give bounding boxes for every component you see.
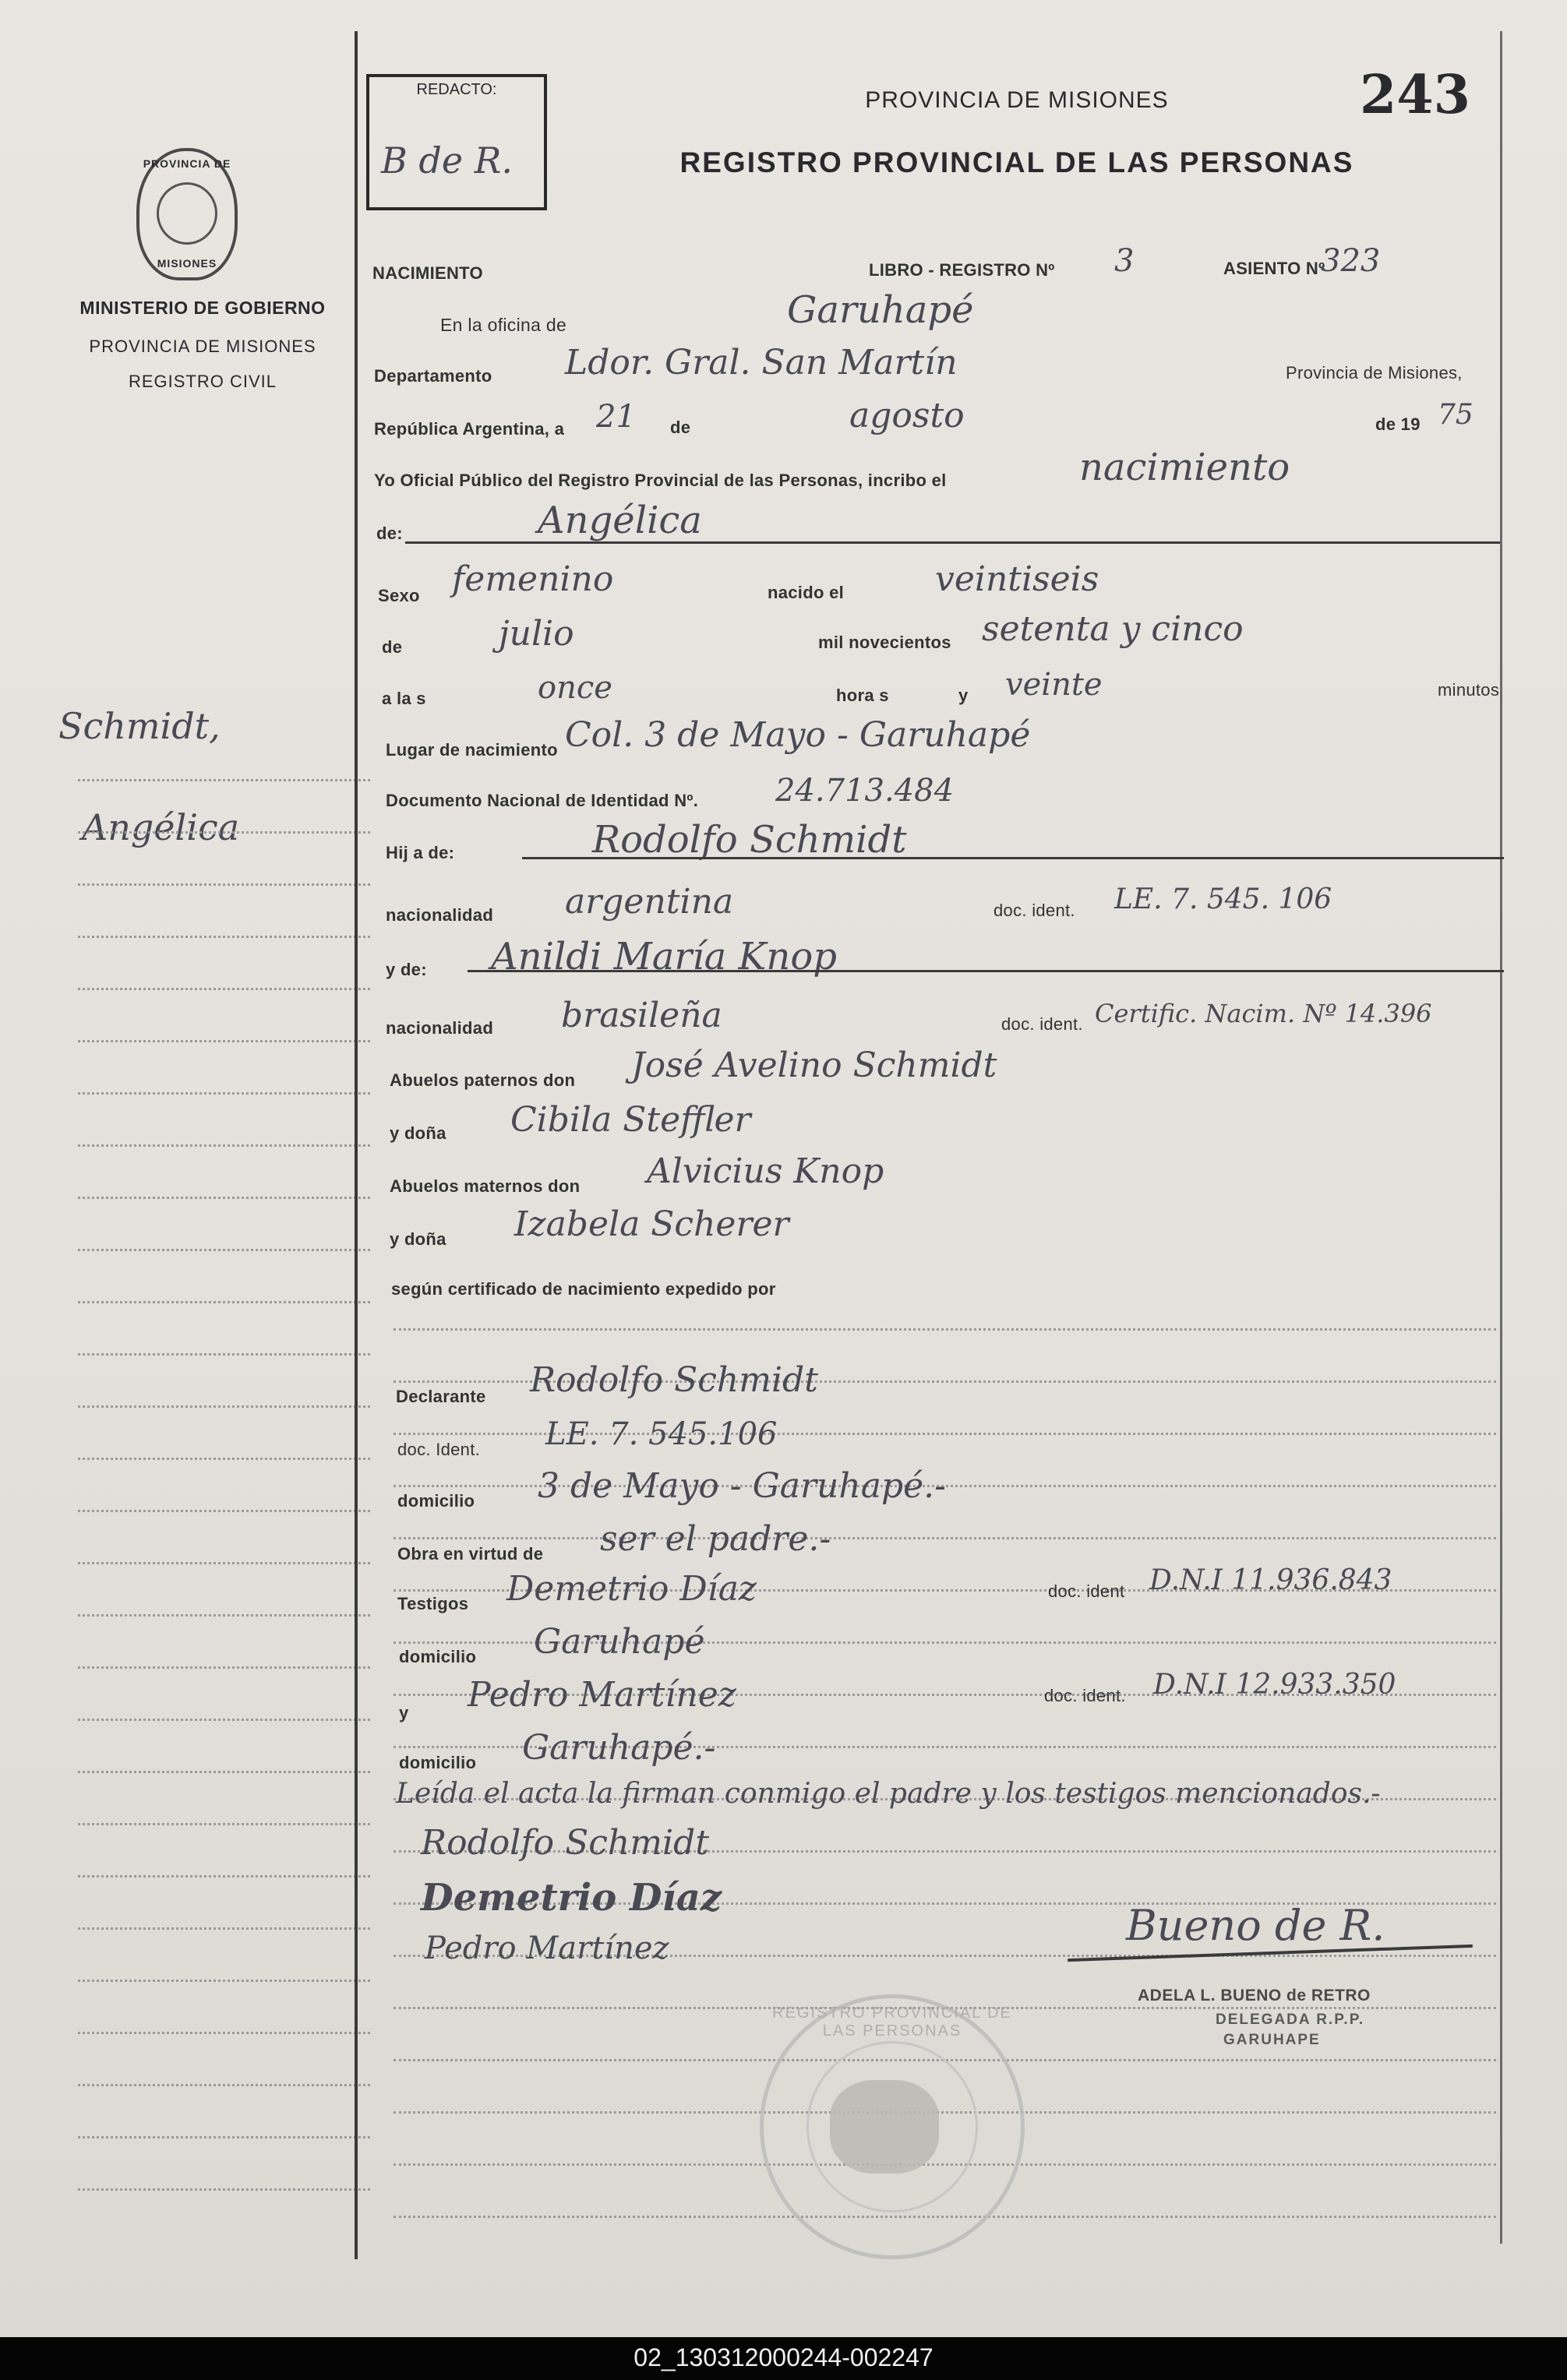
child-name-underline (405, 541, 1500, 544)
day-de-label: de (670, 418, 691, 437)
margin-ruled-line (78, 2136, 370, 2138)
witness2-domicile-label: domicilio (399, 1753, 477, 1772)
witness2-name: Pedro Martínez (468, 1675, 736, 1715)
maternal-grandfather-label: Abuelos maternos don (390, 1176, 581, 1196)
margin-ruled-line (78, 831, 370, 834)
form-ruled-line (394, 1537, 1496, 1539)
hora-y-label: y (958, 686, 969, 705)
seal-bottom-text: MISIONES (157, 257, 217, 270)
ministry-registry: REGISTRO CIVIL (128, 372, 277, 391)
signature-witness2: Pedro Martínez (425, 1930, 669, 1966)
image-caption: 02_130312000244-002247 (634, 2343, 933, 2371)
father-nationality-label: nacionalidad (386, 905, 494, 925)
margin-ruled-line (78, 1458, 370, 1460)
month-value: agosto (849, 396, 965, 435)
office-value: Garuhapé (787, 288, 974, 332)
margin-ruled-line (78, 1823, 370, 1825)
certificate-label: según certificado de nacimiento expedido por (391, 1279, 776, 1299)
seal-emblem-icon (157, 182, 217, 245)
asiento-label: ASIENTO Nº (1223, 259, 1325, 278)
inscribe-label: Yo Oficial Público del Registro Provincial de las Personas, incribo el (374, 471, 947, 490)
official-role-stamp: DELEGADA R.P.P. (1216, 2012, 1365, 2028)
redacto-label: REDACTO: (416, 81, 497, 98)
hour-prefix-label: a la s (382, 689, 426, 708)
margin-ruled-line (78, 988, 370, 990)
margin-divider (355, 31, 358, 2259)
margin-ruled-line (78, 1927, 370, 1930)
margin-ruled-line (78, 1353, 370, 1356)
witness1-name: Demetrio Díaz (506, 1569, 757, 1609)
child-name: Angélica (538, 499, 702, 542)
father-doc-label: doc. ident. (993, 901, 1075, 920)
father-nationality: argentina (565, 882, 734, 922)
seal-top-text: PROVINCIA DE (143, 157, 231, 170)
hora-label: hora s (836, 686, 889, 705)
declarant-label: Declarante (396, 1387, 486, 1406)
margin-ruled-line (78, 2188, 370, 2191)
right-border (1500, 31, 1502, 2244)
margin-ruled-line (78, 1197, 370, 1199)
inscribe-value: nacimiento (1079, 446, 1290, 489)
declarant-domicile-label: domicilio (397, 1491, 475, 1511)
declarant-doc-label: doc. Ident. (397, 1440, 481, 1459)
year-value: 75 (1438, 399, 1473, 431)
minutes-value: veinte (1005, 667, 1103, 703)
province-label: Provincia de Misiones, (1286, 363, 1463, 383)
born-year-value: setenta y cinco (982, 609, 1244, 649)
department-label: Departamento (374, 366, 492, 386)
born-de-label: de (382, 637, 403, 657)
official-name-stamp: ADELA L. BUENO de RETRO (1138, 1987, 1371, 2004)
margin-ruled-line (78, 1510, 370, 1512)
mil-label: mil novecientos (818, 633, 951, 652)
obra-value: ser el padre.- (600, 1519, 831, 1559)
child-de-label: de: (376, 524, 403, 543)
witness1-doc: D.N.I 11.936.843 (1149, 1564, 1392, 1596)
ministry-province: PROVINCIA DE MISIONES (89, 337, 316, 356)
born-label: nacido el (768, 583, 845, 602)
father-doc: LE. 7. 545. 106 (1114, 883, 1332, 915)
witness2-prefix-label: y (399, 1703, 409, 1722)
declarant-name: Rodolfo Schmidt (530, 1360, 818, 1400)
margin-ruled-line (78, 1249, 370, 1251)
declarant-doc: LE. 7. 545.106 (545, 1416, 778, 1452)
margin-ruled-line (78, 1040, 370, 1042)
margin-ruled-line (78, 883, 370, 886)
witness2-domicile: Garuhapé.- (522, 1728, 716, 1768)
sex-value: femenino (452, 559, 614, 599)
ministry-title: MINISTERIO DE GOBIERNO (79, 298, 326, 318)
stamp-emblem-icon (830, 2080, 939, 2174)
mother-nationality-label: nacionalidad (386, 1018, 494, 1038)
day-value: 21 (596, 399, 636, 435)
folio-number: 243 (1360, 64, 1470, 126)
witness2-doc: D.N.I 12.933.350 (1153, 1669, 1396, 1701)
sex-label: Sexo (378, 586, 420, 605)
witness1-doc-label: doc. ident (1048, 1581, 1125, 1601)
child-of-label: Hij a de: (386, 843, 455, 862)
coat-of-arms-seal (136, 148, 238, 280)
office-label: En la oficina de (440, 315, 567, 335)
dni-label: Documento Nacional de Identidad Nº. (386, 791, 699, 810)
province-heading: PROVINCIA DE MISIONES (865, 87, 1169, 113)
margin-ruled-line (78, 1562, 370, 1564)
closing-statement: Leída el acta la firman conmigo el padre y los testigos mencionados.- (396, 1778, 1381, 1810)
form-ruled-line (394, 1328, 1496, 1331)
asiento-value: 323 (1321, 243, 1381, 279)
father-name: Rodolfo Schmidt (592, 818, 907, 862)
registry-round-stamp (760, 1994, 1025, 2259)
maternal-grandmother: Izabela Scherer (514, 1204, 789, 1244)
maternal-grandmother-label: y doña (390, 1229, 446, 1249)
redacto-box (366, 74, 547, 210)
signature-declarant: Rodolfo Schmidt (421, 1823, 709, 1863)
margin-ruled-line (78, 779, 370, 781)
margin-ruled-line (78, 2032, 370, 2034)
minutos-label: minutos (1438, 680, 1500, 700)
father-underline (522, 857, 1504, 859)
margin-ruled-line (78, 936, 370, 938)
margin-ruled-line (78, 1666, 370, 1669)
born-day-value: veintiseis (935, 559, 1099, 599)
libro-value: 3 (1114, 243, 1135, 279)
born-month-value: julio (499, 614, 574, 654)
mother-nationality: brasileña (561, 996, 722, 1035)
stamp-text: REGISTRO PROVINCIAL DE LAS PERSONAS (772, 2004, 1012, 2040)
libro-label: LIBRO - REGISTRO Nº (869, 260, 1055, 280)
act-type-label: NACIMIENTO (372, 263, 483, 283)
place-label: Lugar de nacimiento (386, 740, 558, 760)
margin-ruled-line (78, 1980, 370, 1982)
margin-ruled-line (78, 2084, 370, 2086)
official-place-stamp: GARUHAPE (1223, 2032, 1321, 2048)
mother-underline (468, 970, 1504, 972)
margin-ruled-line (78, 1614, 370, 1617)
witnesses-label: Testigos (397, 1594, 469, 1613)
margin-ruled-line (78, 1771, 370, 1773)
margin-ruled-line (78, 1875, 370, 1878)
paternal-grandfather-label: Abuelos paternos don (390, 1070, 576, 1090)
paternal-grandmother-label: y doña (390, 1123, 446, 1143)
margin-ruled-line (78, 1144, 370, 1147)
witness1-domicile-label: domicilio (399, 1647, 477, 1666)
republic-label: República Argentina, a (374, 419, 565, 439)
hour-value: once (538, 670, 612, 706)
mother-name: Anildi María Knop (491, 935, 837, 978)
margin-ruled-line (78, 1301, 370, 1303)
mother-of-label: y de: (386, 960, 427, 979)
declarant-domicile: 3 de Mayo - Garuhapé.- (538, 1466, 947, 1506)
mother-doc-label: doc. ident. (1001, 1014, 1083, 1034)
margin-given-name: Angélica (82, 806, 240, 848)
paternal-grandmother: Cibila Steffler (510, 1100, 751, 1140)
margin-ruled-line (78, 1092, 370, 1095)
maternal-grandfather: Alvicius Knop (647, 1151, 884, 1191)
signature-witness1: Demetrio Díaz (421, 1876, 722, 1920)
registry-heading: REGISTRO PROVINCIAL DE LAS PERSONAS (679, 146, 1354, 178)
redacto-initials: B de R. (381, 139, 513, 182)
paternal-grandfather: José Avelino Schmidt (631, 1045, 997, 1085)
margin-surname: Schmidt, (58, 705, 221, 747)
margin-ruled-line (78, 1405, 370, 1408)
department-value: Ldor. Gral. San Martín (565, 343, 958, 383)
mother-doc: Certific. Nacim. Nº 14.396 (1095, 999, 1432, 1028)
official-signature: Bueno de R. (1126, 1901, 1385, 1950)
witness2-doc-label: doc. ident. (1044, 1686, 1126, 1705)
dni-value: 24.713.484 (775, 773, 955, 809)
year-label: de 19 (1375, 414, 1421, 434)
margin-ruled-line (78, 1719, 370, 1721)
place-value: Col. 3 de Mayo - Garuhapé (565, 715, 1031, 755)
obra-label: Obra en virtud de (397, 1544, 544, 1564)
witness1-domicile: Garuhapé (534, 1622, 705, 1662)
